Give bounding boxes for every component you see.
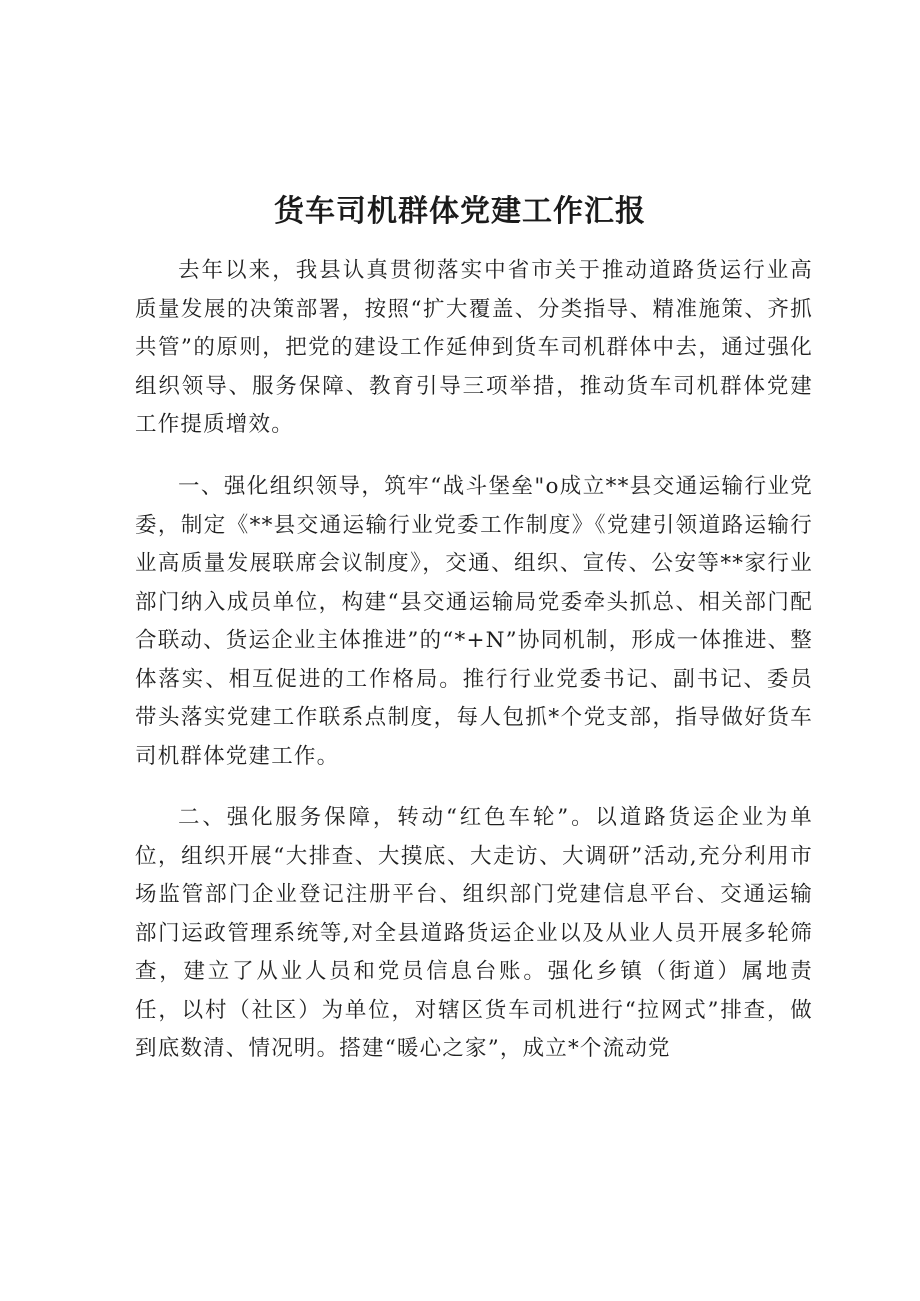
document-title: 货车司机群体党建工作汇报 [274,194,646,229]
paragraph-intro: 去年以来，我县认真贯彻落实中省市关于推动道路货运行业高质量发展的决策部署，按照“扩大覆盖、分类指导、精准施策、齐抓共管”的原则，把党的建设工作延伸到货车司机群体中去，通过强化组织领导、服务保障、教育引导三项举措，推动货车司机群体党建工作提质增效。 [135,258,813,437]
paragraph-section-2: 二、强化服务保障，转动“红色车轮”。以道路货运企业为单位，组织开展“大排查、大摸底、大走访、大调研”活动,充分利用市场监管部门企业登记注册平台、组织部门党建信息平台、交通运输部门运政管理系统等,对全县道路货运企业以及从业人员开展多轮筛查，建立了从业人员和党员信息台账。强化乡镇（街道）属地责任，以村（社区）为单位，对辖区货车司机进行“拉网式”排查，做到底数清、情况明。搭建“暖心之家”，成立*个流动党 [135,805,813,1061]
paragraph-section-1: 一、强化组织领导，筑牢“战斗堡垒"o成立**县交通运输行业党委，制定《**县交通运输行业党委工作制度》《党建引领道路运输行业高质量发展联席会议制度》，交通、组织、宣传、公安等**家行业部门纳入成员单位，构建“县交通运输局党委牵头抓总、相关部门配合联动、货运企业主体推进”的“*+N”协同机制，形成一体推进、整体落实、相互促进的工作格局。推行行业党委书记、副书记、委员带头落实党建工作联系点制度，每人包抓*个党支部，指导做好货车司机群体党建工作。 [135,474,813,769]
